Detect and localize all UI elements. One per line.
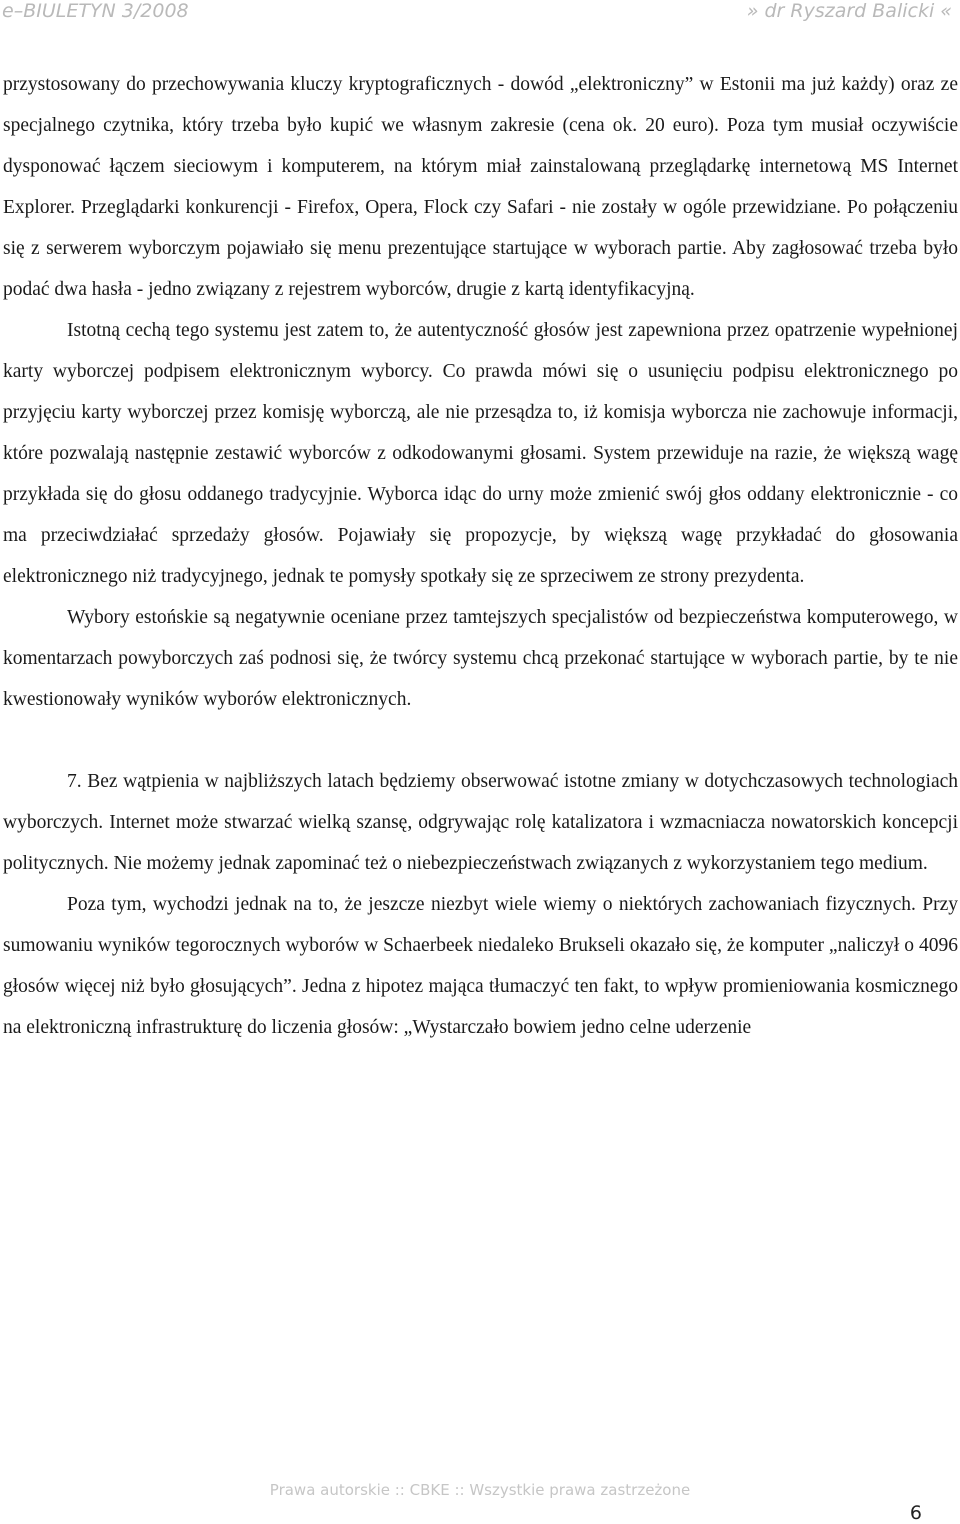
header-author: » dr Ryszard Balicki « bbox=[746, 0, 952, 22]
paragraph-continuation: przystosowany do przechowywania kluczy kryptograficznych - dowód „elektroniczny” w Estonii ma już każdy) oraz ze specjalnego czytnika, który trzeba było kupić we własnym zakresie (cena ok. 20 euro). Poza tym musiał oczywiście dysponować łączem sieciowym i komputerem, na którym miał zainstalowaną przeglądarkę internetową MS Internet Explorer. Przeglądarki konkurencji - Firefox, Opera, Flock czy Safari - nie zostały w ogóle przewidziane. Po połączeniu się z serwerem wyborczym pojawiało się menu prezentujące startujące w wyborach partie. Aby zagłosować trzeba było podać dwa hasła - jedno związany z rejestrem wyborców, drugie z kartą identyfikacyjną. bbox=[3, 74, 958, 300]
header-publication-title: e–BIULETYN 3/2008 bbox=[2, 0, 189, 22]
paragraph: Istotną cechą tego systemu jest zatem to, że autentyczność głosów jest zapewniona przez opatrzenie wypełnionej karty wyborczej podpisem elektronicznym wyborcy. Co prawda mówi się o usunięciu podpisu elektronicznego po przyjęciu karty wyborczej przez komisję wyborczą, ale nie przesądza to, iż komisja wyborcza nie zachowuje informacji, które pozwalają następnie zestawić wyborców z odkodowanymi głosami. System przewiduje na razie, że większą wagę przykłada się do głosu oddanego tradycyjnie. Wyborca idąc do urny może zmienić swój głos oddany elektronicznie - co ma przeciwdziałać sprzedaży głosów. Pojawiały się propozycje, by większą wagę przykładać do głosowania elektronicznego niż tradycyjnego, jednak te pomysły spotkały się ze sprzeciwem ze strony prezydenta. bbox=[3, 320, 958, 587]
paragraph: Wybory estońskie są negatywnie oceniane przez tamtejszych specjalistów od bezpieczeństwa komputerowego, w komentarzach powyborczych zaś podnosi się, że twórcy systemu chcą przekonać startujące w wyborach partie, by te nie kwestionowały wyników wyborów elektronicznych. bbox=[3, 607, 958, 710]
running-header bbox=[0, 0, 960, 26]
copyright-footer: Prawa autorskie :: CBKE :: Wszystkie prawa zastrzeżone bbox=[269, 1481, 691, 1499]
document-body bbox=[3, 64, 958, 1048]
page-number: 6 bbox=[909, 1502, 922, 1524]
paragraph: Poza tym, wychodzi jednak na to, że jeszcze niezbyt wiele wiemy o niektórych zachowaniach fizycznych. Przy sumowaniu wyników tegorocznych wyborów w Schaerbeek niedaleko Brukseli okazało się, że komputer „naliczył o 4096 głosów więcej niż było głosujących”. Jedna z hipotez mająca tłumaczyć ten fakt, to wpływ promieniowania kosmicznego na elektroniczną infrastrukturę do liczenia głosów: „Wystarczało bowiem jedno celne uderzenie bbox=[3, 894, 958, 1038]
paragraph-gap bbox=[3, 720, 958, 761]
numbered-paragraph: 7. Bez wątpienia w najbliższych latach będziemy obserwować istotne zmiany w dotychczasowych technologiach wyborczych. Internet może stwarzać wielką szansę, odgrywając rolę katalizatora i wzmacniacza nowatorskich koncepcji politycznych. Nie możemy jednak zapominać też o niebezpieczeństwach związanych z wykorzystaniem tego medium. bbox=[3, 771, 958, 874]
